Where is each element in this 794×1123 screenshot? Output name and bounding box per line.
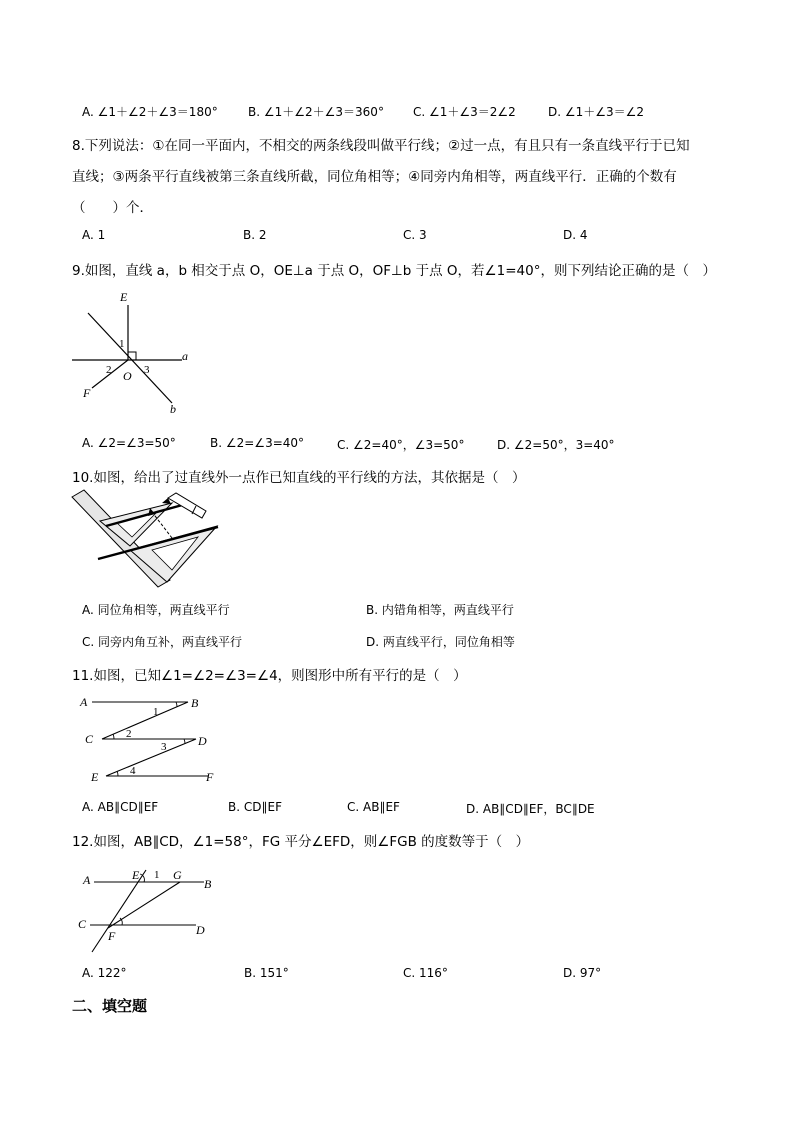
q9-angle-2: 2 xyxy=(106,364,112,376)
q11-option-d: D. AB∥CD∥EF，BC∥DE xyxy=(466,802,595,816)
q7-option-b: B. ∠1＋∠2＋∠3＝360° xyxy=(248,105,384,119)
q7-option-c: C. ∠1＋∠3＝2∠2 xyxy=(413,105,516,119)
q11-angle-2: 2 xyxy=(126,728,132,740)
q12-label-e: E xyxy=(132,868,140,882)
q12-option-d: D. 97° xyxy=(563,966,602,980)
q9-option-c: C. ∠2=40°，∠3=50° xyxy=(337,438,465,452)
q11-angle-4: 4 xyxy=(130,765,136,777)
q12-label-c: C xyxy=(78,917,87,931)
q11-option-c: C. AB∥EF xyxy=(347,800,400,814)
q12-figure xyxy=(76,862,221,957)
q8-stem-line3: （ ）个． xyxy=(72,200,153,216)
q9-option-b: B. ∠2=∠3=40° xyxy=(210,436,305,450)
q9-figure xyxy=(70,285,200,420)
q7-option-d: D. ∠1＋∠3＝∠2 xyxy=(548,105,645,119)
q12-label-b: B xyxy=(204,877,212,891)
q8-stem-line1: 8.下列说法：①在同一平面内，不相交的两条线段叫做平行线；②过一点，有且只有一条直线平行于已知 xyxy=(72,138,690,154)
q9-label-o: O xyxy=(123,369,132,383)
q12-option-c: C. 116° xyxy=(403,966,448,980)
q9-angle-1: 1 xyxy=(119,338,125,350)
q10-option-c: C. 同旁内角互补，两直线平行 xyxy=(82,635,243,649)
section-title: 二、填空题 xyxy=(72,997,148,1015)
q10-option-b: B. 内错角相等，两直线平行 xyxy=(366,603,514,617)
q9-label-b: b xyxy=(170,402,176,416)
q11-option-a: A. AB∥CD∥EF xyxy=(82,800,159,814)
q12-label-a: A xyxy=(83,873,91,887)
q10-figure xyxy=(72,490,222,590)
q9-label-a: a xyxy=(182,349,188,363)
q12-label-d: D xyxy=(196,923,205,937)
q12-option-b: B. 151° xyxy=(244,966,289,980)
q8-option-c: C. 3 xyxy=(403,228,427,242)
q8-option-d: D. 4 xyxy=(563,228,588,242)
q8-stem-line2: 直线；③两条平行直线被第三条直线所截，同位角相等；④同旁内角相等，两直线平行．正确的个数有 xyxy=(72,169,677,185)
q9-option-a: A. ∠2=∠3=50° xyxy=(82,436,176,450)
q9-label-f: F xyxy=(83,386,91,400)
q11-label-a: A xyxy=(80,695,88,709)
q11-label-d: D xyxy=(198,734,207,748)
q12-angle-1: 1 xyxy=(154,869,160,881)
q12-option-a: A. 122° xyxy=(82,966,127,980)
q11-option-b: B. CD∥EF xyxy=(228,800,282,814)
q12-label-g: G xyxy=(173,868,182,882)
q11-angle-1: 1 xyxy=(153,706,159,718)
q8-option-a: A. 1 xyxy=(82,228,106,242)
q9-angle-3: 3 xyxy=(144,364,150,376)
q9-stem: 9.如图，直线 a，b 相交于点 O，OE⊥a 于点 O，OF⊥b 于点 O，若∠1=40°，则下列结论正确的是（ ） xyxy=(72,263,716,279)
q11-label-b: B xyxy=(191,696,199,710)
q11-label-e: E xyxy=(91,770,99,784)
q7-option-a: A. ∠1＋∠2＋∠3＝180° xyxy=(82,105,218,119)
q8-option-b: B. 2 xyxy=(243,228,267,242)
q11-stem: 11.如图，已知∠1=∠2=∠3=∠4，则图形中所有平行的是（ ） xyxy=(72,668,467,684)
q11-angle-3: 3 xyxy=(161,741,167,753)
q12-label-f: F xyxy=(108,929,116,943)
q10-option-d: D. 两直线平行，同位角相等 xyxy=(366,635,515,649)
q10-stem: 10.如图，给出了过直线外一点作已知直线的平行线的方法，其依据是（ ） xyxy=(72,470,526,486)
q11-label-f: F xyxy=(206,770,214,784)
q12-stem: 12.如图，AB∥CD，∠1=58°，FG 平分∠EFD，则∠FGB 的度数等于（ ） xyxy=(72,834,530,850)
q9-label-e: E xyxy=(120,290,128,304)
q10-option-a: A. 同位角相等，两直线平行 xyxy=(82,603,230,617)
q11-label-c: C xyxy=(85,732,94,746)
q9-option-d: D. ∠2=50°，3=40° xyxy=(497,438,615,452)
q11-figure xyxy=(78,692,223,787)
